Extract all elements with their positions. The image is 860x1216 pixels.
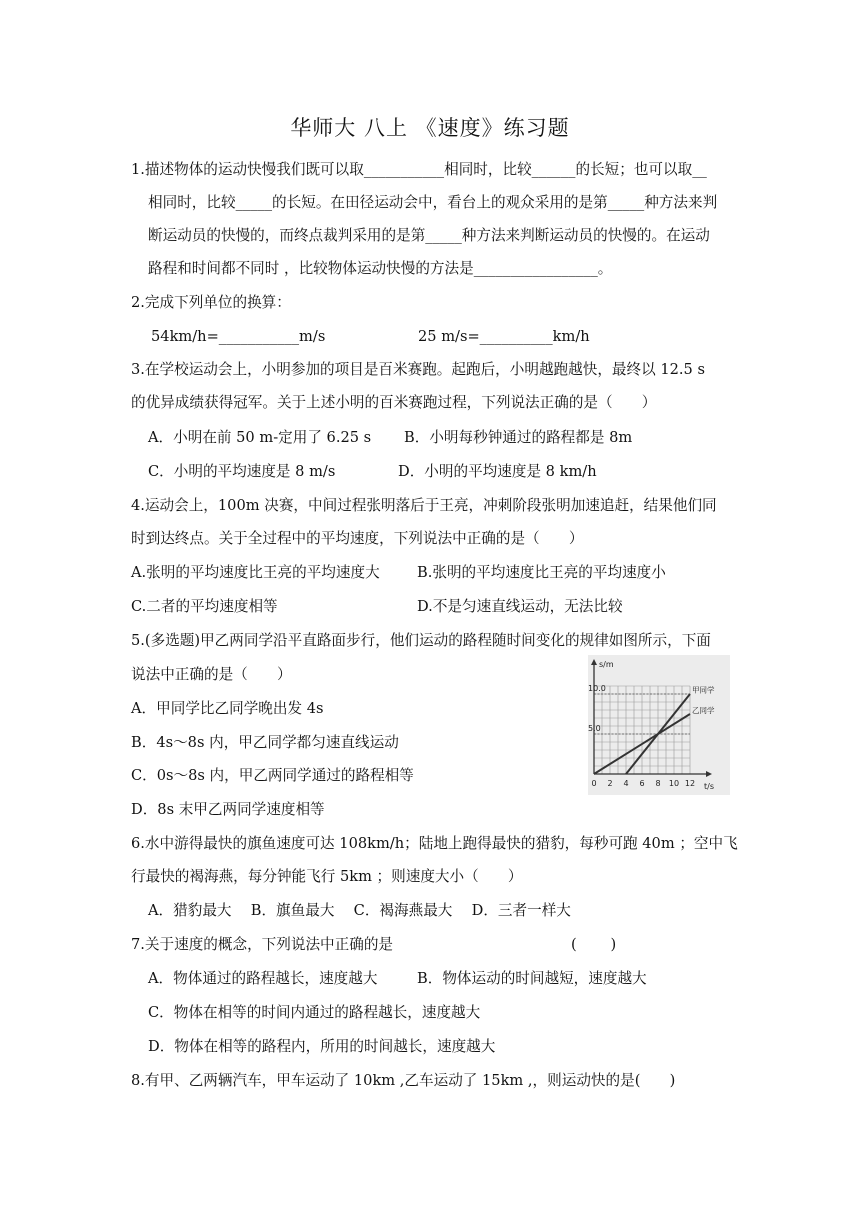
q5-option-c: C．0s～8s 内，甲乙两同学通过的路程相等 [131,767,414,784]
x-tick-label: 10 [668,779,680,788]
series-label-yi: 乙同学 [692,706,715,716]
q4-option-d: D.不是匀速直线运动，无法比较 [417,598,623,615]
q7-option-d: D．物体在相等的路程内，所用的时间越长，速度越大 [148,1038,496,1055]
q4-option-a: A.张明的平均速度比王亮的平均速度大 [131,564,380,581]
q1-line-1: 1.描述物体的运动快慢我们既可以取___________相同时，比较______的长短；也可以取__ [131,161,707,178]
q1-line-2: 相同时，比较_____的长短。在田径运动会中，看台上的观众采用的是第_____种方法来判 [148,194,718,211]
q3-option-d: D．小明的平均速度是 8 km/h [398,463,597,480]
q1-line-3: 断运动员的快慢的，而终点裁判采用的是第_____种方法来判断运动员的快慢的。在运动 [148,227,710,244]
x-tick-label: 12 [684,779,696,788]
q3-line-1: 3.在学校运动会上，小明参加的项目是百米赛跑。起跑后，小明越跑越快，最终以 12.5 s [131,361,705,378]
q5-line-1: 5.(多选题)甲乙两同学沿平直路面步行，他们运动的路程随时间变化的规律如图所示，下面 [131,632,711,649]
q6-options: A．猎豹最大 B．旗鱼最大 C．褐海燕最大 D．三者一样大 [148,902,571,919]
y-tick-label: 5.0 [588,724,601,733]
q6-line-2: 行最快的褐海燕，每分钟能飞行 5km ；则速度大小（ ） [131,868,523,885]
q6-line-1: 6.水中游得最快的旗鱼速度可达 108km/h；陆地上跑得最快的猎豹，每秒可跑 40m ；空中飞 [131,835,738,852]
y-tick-label: 10.0 [588,684,606,693]
q2-stem: 2.完成下列单位的换算： [131,294,291,311]
q3-option-a: A．小明在前 50 m-定用了 6.25 s [148,429,372,446]
q3-option-b: B．小明每秒钟通过的路程都是 8m [404,429,633,446]
x-tick-label: 6 [639,779,645,788]
q2-conversion-a: 54km/h=___________m/s [151,328,326,345]
q2-conversion-b: 25 m/s=__________km/h [418,328,590,345]
q4-option-b: B.张明的平均速度比王亮的平均速度小 [417,564,666,581]
y-axis-label: s/m [599,660,614,669]
q4-line-1: 4.运动会上，100m 决赛，中间过程张明落后于王亮，冲刺阶段张明加速追赶，结果他们同 [131,497,717,514]
x-tick-label: 8 [655,779,661,788]
q5-line-2: 说法中正确的是（ ） [131,666,292,683]
q5-figure [588,655,730,795]
q7-option-c: C．物体在相等的时间内通过的路程越长，速度越大 [148,1004,481,1021]
q7-option-b: B．物体运动的时间越短，速度越大 [417,970,647,987]
q7-stem: 7.关于速度的概念，下列说法中正确的是 [131,936,394,953]
q8-line-1: 8.有甲、乙两辆汽车，甲车运动了 10km ,乙车运动了 15km ,，则运动快的是( ) [131,1072,676,1089]
x-tick-label: 2 [607,779,613,788]
q7-answer-paren: ( ) [571,936,617,953]
x-axis-label: t/s [704,782,714,791]
x-tick-label: 0 [591,779,597,788]
q5-option-d: D．8s 末甲乙两同学速度相等 [131,801,325,818]
x-tick-label: 4 [623,779,629,788]
q4-line-2: 时到达终点。关于全过程中的平均速度，下列说法中正确的是（ ） [131,530,584,547]
q7-option-a: A．物体通过的路程越长，速度越大 [148,970,378,987]
q5-option-a: A．甲同学比乙同学晚出发 4s [131,700,324,717]
q1-line-4: 路程和时间都不同时 ，比较物体运动快慢的方法是_________________。 [148,260,613,277]
q3-line-2: 的优异成绩获得冠军。关于上述小明的百米赛跑过程，下列说法正确的是（ ） [131,394,657,411]
distance-time-graph [588,655,730,795]
q4-option-c: C.二者的平均速度相等 [131,598,278,615]
series-label-jia: 甲同学 [692,685,715,695]
page-title: 华师大 八上 《速度》练习题 [290,116,570,140]
q5-option-b: B．4s～8s 内，甲乙同学都匀速直线运动 [131,734,399,751]
q3-option-c: C．小明的平均速度是 8 m/s [148,463,336,480]
